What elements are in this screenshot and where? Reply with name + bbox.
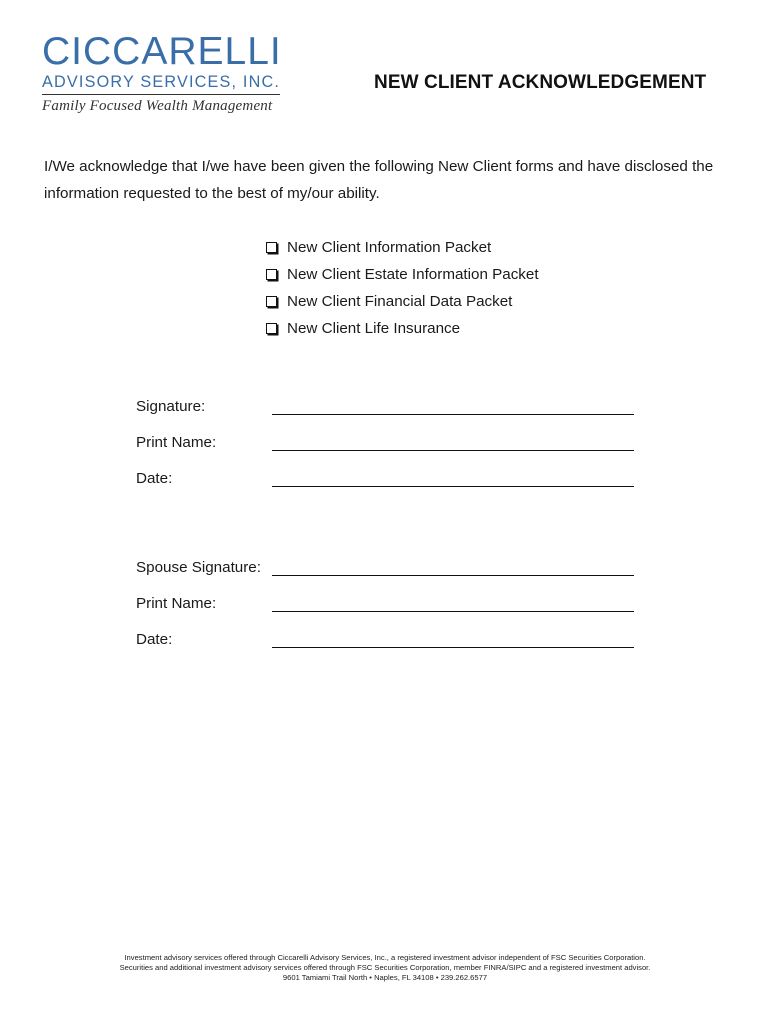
- checklist-item-label: New Client Life Insurance: [287, 320, 461, 337]
- signature-label: Signature:: [136, 398, 206, 415]
- logo-tagline: Family Focused Wealth Management: [42, 98, 273, 115]
- spouse-print-name-row: [136, 590, 636, 612]
- spouse-signature-row: [136, 554, 636, 576]
- footer-address: 9601 Tamiami Trail North • Naples, FL 34108 • 239.262.6577: [282, 973, 488, 982]
- checklist-item: [265, 288, 539, 315]
- checklist-item-label: New Client Estate Information Packet: [287, 266, 539, 283]
- checklist-item: [265, 234, 539, 261]
- logo-company-subtitle: ADVISORY SERVICES, INC.: [42, 73, 281, 91]
- client-date-row: [136, 465, 636, 487]
- footer-disclosure-line-1: Investment advisory services offered through Ciccarelli Advisory Services, Inc., a registered investment advisor independent of FSC Securities Corporation.: [124, 953, 646, 962]
- client-print-name-row: [136, 429, 636, 451]
- date-field[interactable]: [272, 486, 634, 487]
- spouse-print-name-field[interactable]: [272, 611, 634, 612]
- logo-company-name: CICCARELLI: [42, 30, 282, 73]
- spouse-signature-label: Spouse Signature:: [136, 559, 261, 576]
- forms-checklist: [265, 234, 539, 342]
- date-label: Date:: [136, 470, 173, 487]
- spouse-date-label: Date:: [136, 631, 173, 648]
- spouse-signature-field[interactable]: [272, 575, 634, 576]
- client-signature-row: [136, 393, 636, 415]
- checklist-item: [265, 261, 539, 288]
- checklist-item-label: New Client Financial Data Packet: [287, 293, 513, 310]
- checkbox-estate-information-packet[interactable]: [266, 269, 277, 280]
- checkbox-information-packet[interactable]: [266, 242, 277, 253]
- checkbox-life-insurance[interactable]: [266, 323, 277, 334]
- disclosure-footer: [0, 953, 770, 983]
- document-title: NEW CLIENT ACKNOWLEDGEMENT: [374, 72, 707, 93]
- signature-field[interactable]: [272, 414, 634, 415]
- footer-disclosure-line-2: Securities and additional investment advisory services offered through FSC Securities Corporation, member FINRA/SIPC and a registered investment advisor.: [119, 963, 651, 972]
- acknowledgement-statement: I/We acknowledge that I/we have been given the following New Client forms and have disclosed the information requested to the best of my/our ability.: [44, 158, 714, 202]
- print-name-field[interactable]: [272, 450, 634, 451]
- spouse-date-row: [136, 626, 636, 648]
- spouse-print-name-label: Print Name:: [136, 595, 217, 612]
- company-logo: [42, 32, 282, 115]
- logo-divider: [42, 94, 280, 95]
- spouse-date-field[interactable]: [272, 647, 634, 648]
- checkbox-financial-data-packet[interactable]: [266, 296, 277, 307]
- print-name-label: Print Name:: [136, 434, 217, 451]
- checklist-item-label: New Client Information Packet: [287, 239, 492, 256]
- checklist-item: [265, 315, 539, 342]
